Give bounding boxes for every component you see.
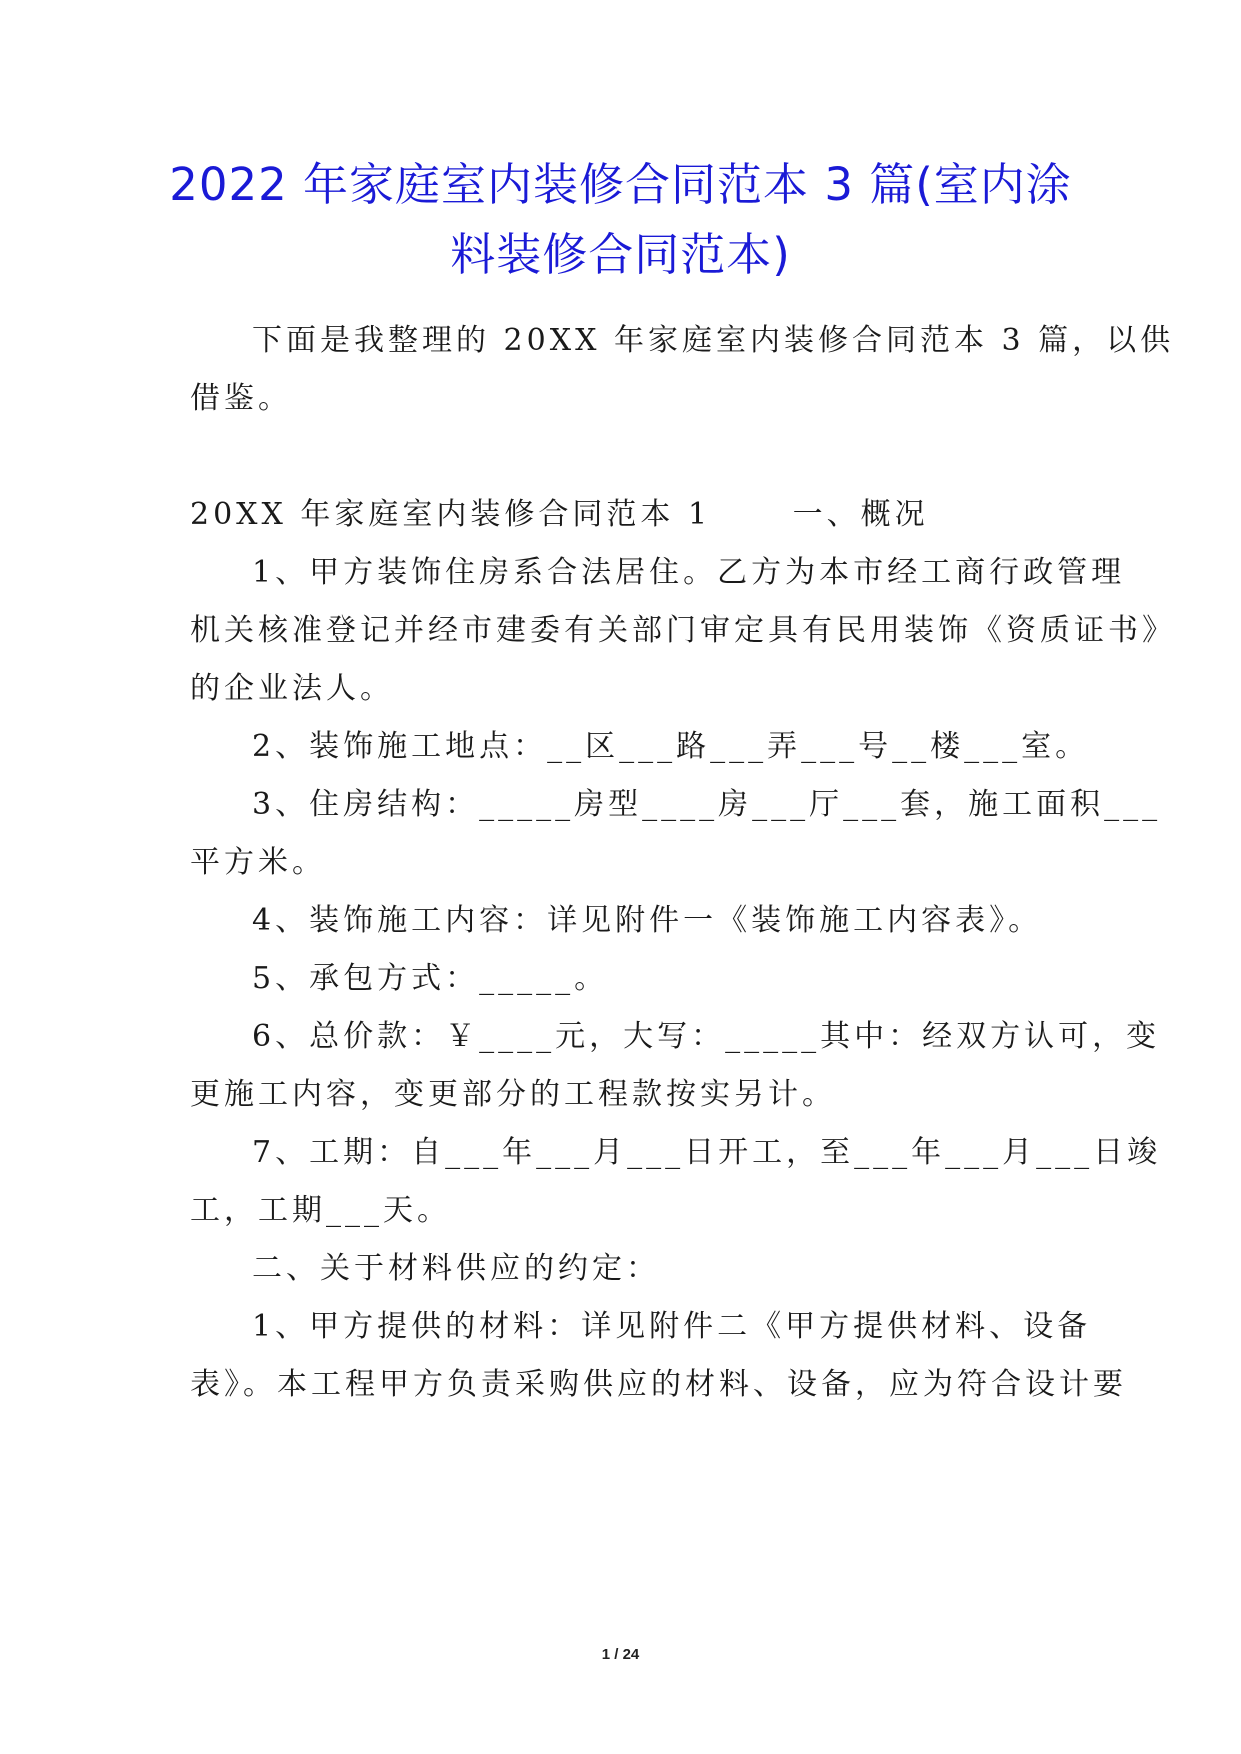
paragraph-line: 的企业法人。 [190, 671, 394, 706]
paragraph-line: 5、承包方式：_____。 [252, 961, 609, 996]
paragraph-line: 2、装饰施工地点：__区___路___弄___号__楼___室。 [252, 729, 1090, 764]
document-title [160, 150, 1081, 290]
paragraph-line: 3、住房结构：_____房型____房___厅___套，施工面积___ [252, 787, 1162, 822]
title-line-1: 2022 年家庭室内装修合同范本 3 篇(室内涂 [169, 158, 1072, 211]
title-line-2: 料装修合同范本) [450, 228, 791, 281]
paragraph-line: 更施工内容，变更部分的工程款按实另计。 [190, 1077, 836, 1112]
paragraph-line: 4、装饰施工内容：详见附件一《装饰施工内容表》。 [252, 903, 1043, 938]
paragraph-line: 机关核准登记并经市建委有关部门审定具有民用装饰《资质证书》 [190, 613, 1176, 648]
paragraph-line: 6、总价款：￥____元，大写：_____其中：经双方认可，变 [252, 1019, 1161, 1054]
paragraph-line: 平方米。 [190, 845, 326, 880]
paragraph-line: 1、甲方提供的材料：详见附件二《甲方提供材料、设备 [252, 1309, 1092, 1344]
paragraph-line: 二、关于材料供应的约定： [252, 1251, 660, 1286]
page-indicator: 1 / 24 [601, 1646, 640, 1663]
intro-line-1: 下面是我整理的 20XX 年家庭室内装修合同范本 3 篇，以供 [252, 323, 1175, 358]
paragraph-line: 7、工期：自___年___月___日开工，至___年___月___日竣 [252, 1135, 1162, 1170]
paragraph-line: 1、甲方装饰住房系合法居住。乙方为本市经工商行政管理 [252, 555, 1126, 590]
section-heading: 20XX 年家庭室内装修合同范本 1 一、概况 [190, 497, 929, 532]
paragraph-line: 表》。本工程甲方负责采购供应的材料、设备，应为符合设计要 [190, 1367, 1127, 1402]
paragraph-line: 工，工期___天。 [190, 1193, 451, 1228]
intro-line-2: 借鉴。 [190, 381, 292, 416]
